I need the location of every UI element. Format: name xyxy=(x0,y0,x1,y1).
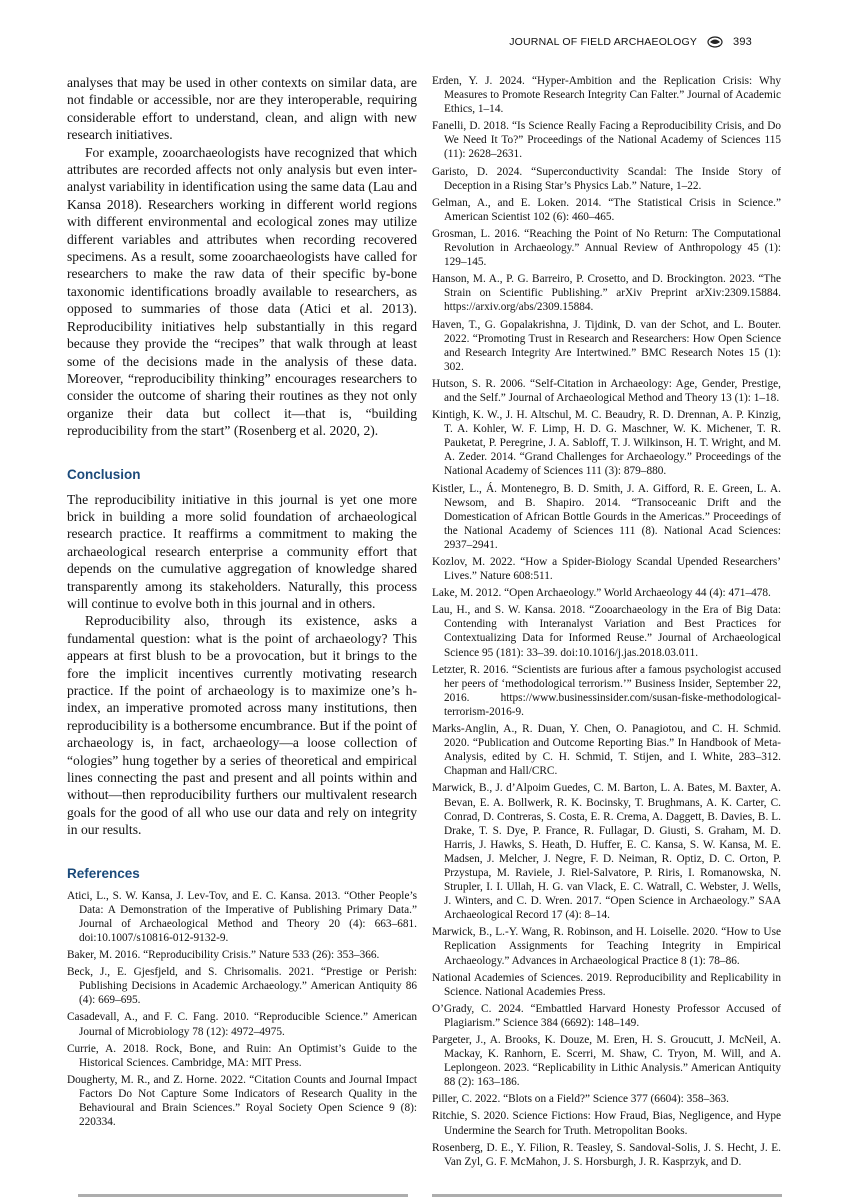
reference-item: Haven, T., G. Gopalakrishna, J. Tijdink, D. van der Schot, and L. Bouter. 2022. “Promoting Trust in Research and Researchers: How Open Science and Research Integrity Are Intertwined.” BMC Research Notes 15 (1): 302. xyxy=(432,318,781,373)
body-paragraph: For example, zooarchaeologists have recognized that which attributes are recorded affects not only analysis but even inter-analyst variability in identification using the same data (Lau and Kansa 2018). Researchers working in different world regions with different environmental and ecological zones may utilize different variables and attributes when recording recovered specimens. As a result, some zooarchaeologists have called for researchers to make the raw data of their specific by-bone taxonomic identifications broadly available to researchers, as opposed to summaries of those data (Atici et al. 2013). Reproducibility initiatives help substantially in this regard because they provide the “recipes” that walk through at least some of the decisions made in the analysis of these data. Moreover, “reproducibility thinking” encourages researchers to consider the outcome of sharing their routines as they not only organize their data but collect it—that is, “building reproducibility from the start” (Rosenberg et al. 2020, 2). xyxy=(67,144,417,439)
reference-item: Marwick, B., J. d’Alpoim Guedes, C. M. Barton, L. A. Bates, M. Baxter, A. Bevan, E. A. Bollwerk, R. K. Bocinsky, T. Brughmans, A. K. Carter, C. Conrad, D. Contreras, S. Costa, E. R. Crema, A. Daggett, B. Davies, B. L. Drake, T. S. Dye, P. France, R. Fullagar, D. Giusti, S. Graham, M. D. Harris, J. Hawks, S. Heath, D. Huffer, E. C. Kansa, S. W. Kansa, M. E. Madsen, J. Melcher, J. Negre, F. D. Neiman, R. Optiz, D. C. Orton, P. Przystupa, M. Raviele, J. Riel-Salvatore, P. Riris, I. Romanowska, N. Strupler, I. I. Ullah, H. G. van Vlack, E. C. Watrall, C. Webster, J. Wells, J. Winters, and C. D. Wren. 2017. “Open Science in Archaeology.” SAA Archaeological Record 17 (4): 8–14. xyxy=(432,782,781,922)
reference-item: Currie, A. 2018. Rock, Bone, and Ruin: An Optimist’s Guide to the Historical Sciences. Cambridge, MA: MIT Press. xyxy=(67,1042,417,1069)
reference-item: Dougherty, M. R., and Z. Horne. 2022. “Citation Counts and Journal Impact Factors Do Not Capture Some Indicators of Research Quality in the Behavioural and Brain Sciences.” Royal Society Open Science 9 (8): 220334. xyxy=(67,1073,417,1129)
reference-item: Garisto, D. 2024. “Superconductivity Scandal: The Inside Story of Deception in a Rising Star’s Physics Lab.” Nature, 1–22. xyxy=(432,165,781,192)
reference-item: Gelman, A., and E. Loken. 2014. “The Statistical Crisis in Science.” American Scientist 102 (6): 460–465. xyxy=(432,196,781,223)
reference-item: Pargeter, J., A. Brooks, K. Douze, M. Eren, H. S. Groucutt, J. McNeil, A. Mackay, K. Ranhorn, E. Scerri, M. Shaw, C. Tryon, M. Will, and A. Leplongeon. 2023. “Replicability in Lithic Analysis.” American Antiquity 88 (2): 163–186. xyxy=(432,1034,781,1089)
reference-item: Lau, H., and S. W. Kansa. 2018. “Zooarchaeology in the Era of Big Data: Contending with Interanalyst Variation and Best Practices for Contextualizing Data for Informed Reuse.” Journal of Archaeological Science 95 (181): 33–39. doi:10.1016/j.jas.2018.03.011. xyxy=(432,604,781,659)
body-paragraph: Reproducibility also, through its existence, asks a fundamental question: what is the point of archaeology? This appears at first blush to be a provocation, but it brings to the fore the implicit incentives currently motivating research practice. If the point of archaeology is to maximize one’s h-index, an imperative promoted across many institutions, then reproducibility is a bothersome encumbrance. But if the point of archaeology is, in fact, archaeology—a loose collection of “ologies” hung together by a series of theoretical and empirical lines connecting the past and present and all points within and without—then reproducibility furthers our multivalent research goals for the good of all who use our data and rely on integrity in our results. xyxy=(67,613,417,838)
reference-item: Hutson, S. R. 2006. “Self-Citation in Archaeology: Age, Gender, Prestige, and the Self.” Journal of Archaeological Method and Theory 13 (1): 1–18. xyxy=(432,377,781,404)
reference-item: Kistler, L., Á. Montenegro, B. D. Smith, J. A. Gifford, R. E. Green, L. A. Newsom, and B. Shapiro. 2014. “Transoceanic Drift and the Domestication of African Bottle Gourds in the Americas.” Proceedings of the National Academy of Sciences 111 (8). National Acad Sciences: 2937–2941. xyxy=(432,482,781,551)
reference-item: Lake, M. 2012. “Open Archaeology.” World Archaeology 44 (4): 471–478. xyxy=(432,587,771,600)
reference-item: Atici, L., S. W. Kansa, J. Lev-Tov, and E. C. Kansa. 2013. “Other People’s Data: A Demonstration of the Imperative of Publishing Primary Data.” Journal of Archaeological Method and Theory 20 (4): 663–681. doi:10.1007/s10816-012-9132-9. xyxy=(67,889,417,944)
reference-item: O’Grady, C. 2024. “Embattled Harvard Honesty Professor Accused of Plagiarism.” Science 384 (6692): 148–149. xyxy=(432,1002,781,1029)
reference-item: Hanson, M. A., P. G. Barreiro, P. Crosetto, and D. Brockington. 2023. “The Strain on Scientific Publishing.” arXiv Preprint arXiv:2309.15884. https://arxiv.org/abs/2309.15884. xyxy=(432,273,781,314)
conclusion-heading: Conclusion xyxy=(67,466,141,482)
reference-list-left xyxy=(67,889,417,1130)
body-paragraph: The reproducibility initiative in this journal is yet one more brick in building a more solid foundation of archaeological research practice. It reaffirms a commitment to making the archaeological research enterprise a community effort that depends on the cumulative aggregation of knowledge shared transparently among its stakeholders. Naturally, this process will continue to evolve both in this journal and in others. xyxy=(67,491,417,611)
footer-line xyxy=(432,1194,782,1197)
left-column xyxy=(67,74,417,1129)
reference-item: Ritchie, S. 2020. Science Fictions: How Fraud, Bias, Negligence, and Hype Undermine the Search for Truth. Metropolitan Books. xyxy=(432,1110,781,1137)
body-paragraph: analyses that may be used in other contexts on similar data, are not findable or accessible, nor are they interoperable, requiring considerable effort to understand, clean, and align with new research initiatives. xyxy=(67,75,417,143)
right-column xyxy=(432,74,781,1169)
reference-item: National Academies of Sciences. 2019. Reproducibility and Replicability in Science. National Academies Press. xyxy=(432,971,781,998)
reference-item: Letzter, R. 2016. “Scientists are furious after a famous psychologist accused her peers of ‘methodological terrorism.’” Business Insider, September 22, 2016. https://www.businessinsider.com/susan-fiske-methodological-terrorism-2016-9. xyxy=(432,663,781,718)
page-number: 393 xyxy=(733,36,752,48)
reference-item: Casadevall, A., and F. C. Fang. 2010. “Reproducible Science.” American Journal of Microbiology 78 (12): 4972–4975. xyxy=(67,1011,417,1038)
reference-item: Rosenberg, D. E., Y. Filion, R. Teasley, S. Sandoval-Solis, J. S. Hecht, J. E. Van Zyl, G. F. McMahon, J. S. Horsburgh, J. R. Kasprzyk, and D. xyxy=(432,1141,781,1168)
reference-item: Baker, M. 2016. “Reproducibility Crisis.” Nature 533 (26): 353–366. xyxy=(67,949,380,962)
journal-title: JOURNAL OF FIELD ARCHAEOLOGY xyxy=(509,36,698,48)
reference-item: Fanelli, D. 2018. “Is Science Really Facing a Reproducibility Crisis, and Do We Need It To?” Proceedings of the National Academy of Sciences 115 (11): 2628–2631. xyxy=(432,120,781,161)
reference-item: Kintigh, K. W., J. H. Altschul, M. C. Beaudry, R. D. Drennan, A. P. Kinzig, T. A. Kohler, W. F. Limp, H. D. G. Maschner, W. K. Michener, T. R. Pauketat, P. Peregrine, J. A. Sabloff, T. J. Wilkinson, H. T. Wright, and M. A. Zeder. 2014. “Grand Challenges for Archaeology.” Proceedings of the National Academy of Sciences 111 (3): 879–880. xyxy=(432,409,781,478)
running-header xyxy=(509,36,752,48)
references-heading: References xyxy=(67,865,140,881)
reference-item: Marks-Anglin, A., R. Duan, Y. Chen, O. Panagiotou, and C. H. Schmid. 2020. “Publication and Outcome Reporting Bias.” In Handbook of Meta-Analysis, edited by C. H. Schmid, T. Stijen, and I. White, 283–312. Chapman and Hall/CRC. xyxy=(432,723,781,778)
reference-item: Beck, J., E. Gjesfjeld, and S. Chrisomalis. 2021. “Prestige or Perish: Publishing Decisions in Academic Archaeology.” American Antiquity 86 (4): 669–695. xyxy=(67,966,417,1007)
reference-item: Erden, Y. J. 2024. “Hyper-Ambition and the Replication Crisis: Why Measures to Promote Research Integrity Can Falter.” Journal of Academic Ethics, 1–14. xyxy=(432,75,781,116)
reference-item: Grosman, L. 2016. “Reaching the Point of No Return: The Computational Revolution in Archaeology.” Annual Review of Anthropology 45 (1): 129–145. xyxy=(432,227,781,269)
reference-item: Piller, C. 2022. “Blots on a Field?” Science 377 (6604): 358–363. xyxy=(432,1093,729,1106)
reference-item: Marwick, B., L.-Y. Wang, R. Robinson, and H. Loiselle. 2020. “How to Use Replication Assignments for Teaching Integrity in Empirical Archaeology.” Advances in Archaeological Practice 8 (1): 78–86. xyxy=(432,926,781,967)
publisher-logo-icon xyxy=(707,36,723,48)
cut-off-footer xyxy=(0,1190,848,1200)
reference-item: Kozlov, M. 2022. “How a Spider-Biology Scandal Upended Researchers’ Lives.” Nature 608:511. xyxy=(432,556,781,583)
footer-line xyxy=(78,1194,408,1197)
